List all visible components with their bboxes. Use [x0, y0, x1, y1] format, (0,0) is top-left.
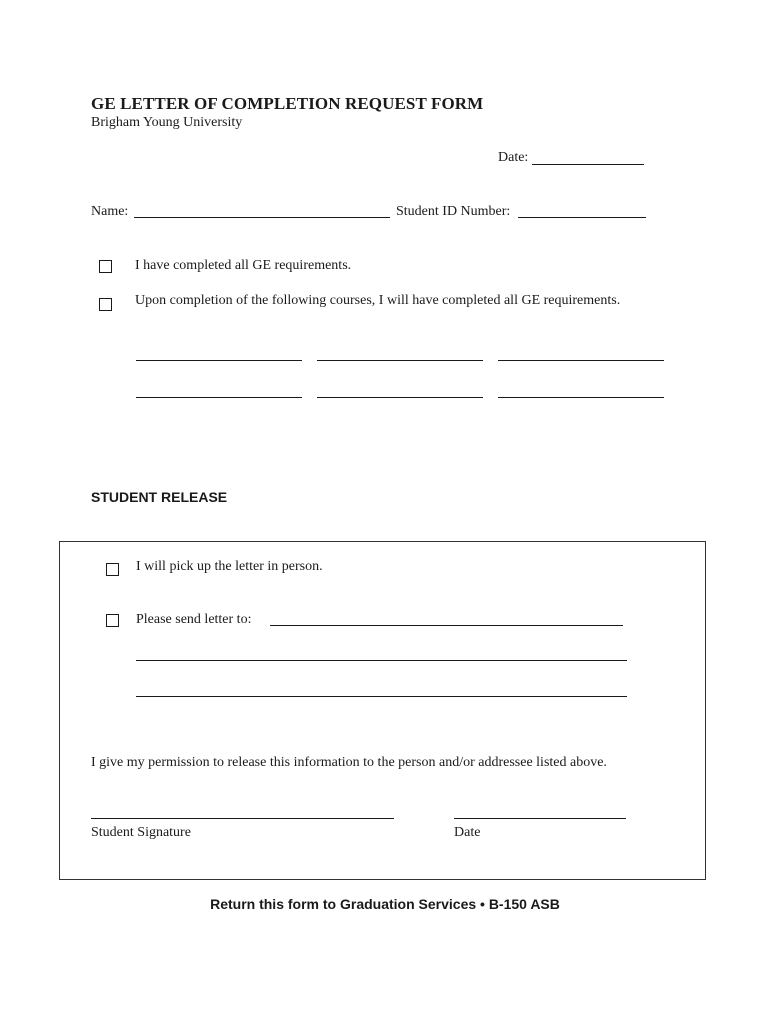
completed-all-ge-checkbox[interactable]	[99, 260, 112, 273]
course-field[interactable]	[136, 397, 302, 398]
course-field[interactable]	[498, 397, 664, 398]
pickup-in-person-checkbox[interactable]	[106, 563, 119, 576]
student-id-field[interactable]	[518, 217, 646, 218]
course-field[interactable]	[498, 360, 664, 361]
upon-completion-label: Upon completion of the following courses, I will have completed all GE requirements.	[135, 293, 621, 308]
date-label: Date:	[498, 150, 529, 165]
return-instructions: Return this form to Graduation Services • B-150 ASB	[210, 896, 560, 912]
student-release-heading: STUDENT RELEASE	[91, 489, 228, 505]
institution-name: Brigham Young University	[91, 115, 243, 130]
student-signature-label: Student Signature	[91, 825, 191, 840]
signature-date-field[interactable]	[454, 818, 626, 819]
permission-statement: I give my permission to release this information to the person and/or addressee listed above.	[91, 755, 607, 770]
address-field[interactable]	[270, 625, 623, 626]
address-field[interactable]	[136, 696, 627, 697]
name-field[interactable]	[134, 217, 390, 218]
course-field[interactable]	[136, 360, 302, 361]
student-id-label: Student ID Number:	[396, 204, 511, 219]
date-field[interactable]	[532, 164, 644, 165]
signature-date-label: Date	[454, 825, 481, 840]
course-field[interactable]	[317, 397, 483, 398]
course-field[interactable]	[317, 360, 483, 361]
pickup-in-person-label: I will pick up the letter in person.	[136, 559, 323, 574]
send-letter-label: Please send letter to:	[136, 612, 252, 627]
address-field[interactable]	[136, 660, 627, 661]
name-label: Name:	[91, 204, 129, 219]
send-letter-checkbox[interactable]	[106, 614, 119, 627]
upon-completion-checkbox[interactable]	[99, 298, 112, 311]
form-title: GE LETTER OF COMPLETION REQUEST FORM	[91, 94, 484, 113]
completed-all-ge-label: I have completed all GE requirements.	[135, 258, 352, 273]
student-signature-field[interactable]	[91, 818, 394, 819]
